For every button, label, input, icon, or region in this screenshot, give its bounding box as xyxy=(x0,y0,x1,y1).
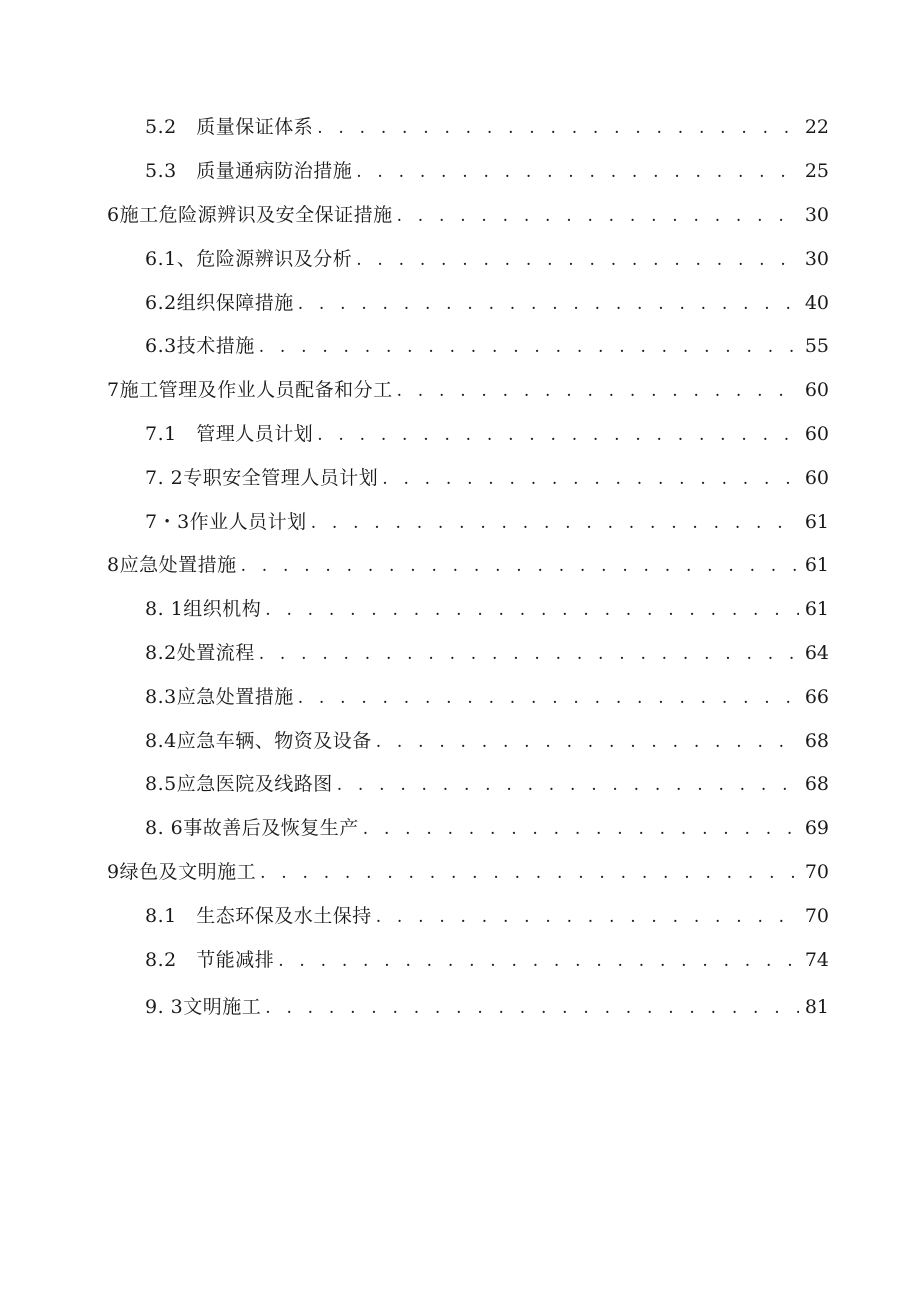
toc-entry-line xyxy=(145,992,829,1019)
table-of-contents xyxy=(0,104,920,1028)
toc-dot-leader xyxy=(376,907,799,927)
toc-entry-title: 7・3作业人员计划 xyxy=(145,510,307,533)
toc-dot-leader xyxy=(278,951,799,971)
toc-entry-title: 8.4应急车辆、物资及设备 xyxy=(145,729,372,752)
toc-entry[interactable] xyxy=(0,104,920,148)
toc-entry-title: 7.1 管理人员计划 xyxy=(145,422,314,445)
toc-dot-leader xyxy=(260,863,799,883)
toc-entry[interactable] xyxy=(0,892,920,936)
toc-entry-page-number: 69 xyxy=(804,817,829,840)
toc-dot-leader xyxy=(265,600,799,620)
toc-entry-page-number: 81 xyxy=(804,996,829,1019)
toc-entry-title: 8.2处置流程 xyxy=(145,641,255,664)
toc-entry-line xyxy=(145,463,829,490)
toc-entry[interactable] xyxy=(0,984,920,1028)
toc-entry[interactable] xyxy=(0,454,920,498)
toc-dot-leader xyxy=(363,819,799,839)
toc-dot-leader xyxy=(356,162,799,182)
toc-entry[interactable] xyxy=(0,805,920,849)
toc-entry-line xyxy=(107,550,829,577)
toc-entry[interactable] xyxy=(0,761,920,805)
toc-entry-page-number: 74 xyxy=(804,948,829,971)
toc-dot-leader xyxy=(397,381,799,401)
toc-entry-line xyxy=(145,507,829,534)
toc-entry-line xyxy=(145,112,829,139)
toc-entry-line xyxy=(145,594,829,621)
toc-entry-page-number: 70 xyxy=(804,904,829,927)
toc-entry[interactable] xyxy=(0,235,920,279)
toc-entry-title: 8. 6事故善后及恢复生产 xyxy=(145,817,359,840)
toc-entry[interactable] xyxy=(0,367,920,411)
toc-entry-page-number: 61 xyxy=(804,510,829,533)
toc-dot-leader xyxy=(265,998,799,1018)
toc-entry-line xyxy=(145,288,829,315)
toc-entry-title: 8应急处置措施 xyxy=(107,554,237,577)
toc-entry-title: 9绿色及文明施工 xyxy=(107,860,257,883)
toc-dot-leader xyxy=(259,644,799,664)
toc-entry-page-number: 68 xyxy=(804,729,829,752)
toc-entry-title: 7施工管理及作业人员配备和分工 xyxy=(107,379,393,402)
toc-entry-line xyxy=(145,945,829,972)
toc-entry-page-number: 64 xyxy=(804,641,829,664)
toc-entry-title: 6施工危险源辨识及安全保证措施 xyxy=(107,203,393,226)
toc-entry-line xyxy=(145,813,829,840)
toc-entry-line xyxy=(145,638,829,665)
toc-entry-line xyxy=(107,200,829,227)
toc-entry[interactable] xyxy=(0,936,920,980)
toc-dot-leader xyxy=(317,118,799,138)
toc-entry-title: 8.3应急处置措施 xyxy=(145,685,294,708)
toc-entry-title: 8. 1组织机构 xyxy=(145,598,262,621)
toc-entry-title: 8.1 生态环保及水土保持 xyxy=(145,904,372,927)
toc-entry-page-number: 70 xyxy=(804,860,829,883)
toc-entry-line xyxy=(107,375,829,402)
toc-dot-leader xyxy=(337,775,799,795)
toc-entry-page-number: 60 xyxy=(804,379,829,402)
toc-entry[interactable] xyxy=(0,849,920,893)
toc-dot-leader xyxy=(382,469,799,489)
toc-entry-line xyxy=(145,244,829,271)
toc-entry-page-number: 60 xyxy=(804,466,829,489)
toc-entry-page-number: 61 xyxy=(804,598,829,621)
toc-entry[interactable] xyxy=(0,279,920,323)
toc-dot-leader xyxy=(311,513,799,533)
toc-entry-line xyxy=(145,769,829,796)
toc-entry[interactable] xyxy=(0,542,920,586)
toc-dot-leader xyxy=(298,688,799,708)
toc-dot-leader xyxy=(376,732,799,752)
toc-entry-page-number: 61 xyxy=(804,554,829,577)
toc-entry[interactable] xyxy=(0,323,920,367)
toc-entry-page-number: 30 xyxy=(804,203,829,226)
toc-entry[interactable] xyxy=(0,717,920,761)
toc-entry-page-number: 25 xyxy=(804,160,829,183)
toc-entry[interactable] xyxy=(0,673,920,717)
toc-entry-page-number: 22 xyxy=(804,116,829,139)
toc-entry-line xyxy=(145,901,829,928)
toc-entry-line xyxy=(145,682,829,709)
toc-entry-page-number: 68 xyxy=(804,773,829,796)
toc-dot-leader xyxy=(298,294,799,314)
toc-entry-page-number: 60 xyxy=(804,422,829,445)
toc-entry-page-number: 30 xyxy=(804,247,829,270)
toc-entry-title: 6.2组织保障措施 xyxy=(145,291,294,314)
toc-entry-page-number: 40 xyxy=(804,291,829,314)
toc-dot-leader xyxy=(259,337,799,357)
toc-dot-leader xyxy=(241,556,799,576)
toc-entry-title: 8.5应急医院及线路图 xyxy=(145,773,333,796)
toc-entry-title: 5.3 质量通病防治措施 xyxy=(145,160,353,183)
toc-entry-title: 7. 2专职安全管理人员计划 xyxy=(145,466,379,489)
toc-entry-title: 6.3技术措施 xyxy=(145,335,255,358)
toc-entry[interactable] xyxy=(0,148,920,192)
toc-entry-page-number: 55 xyxy=(804,335,829,358)
toc-entry-line xyxy=(145,726,829,753)
toc-entry[interactable] xyxy=(0,586,920,630)
toc-entry-title: 9. 3文明施工 xyxy=(145,996,262,1019)
toc-dot-leader xyxy=(317,425,799,445)
toc-entry-line xyxy=(145,156,829,183)
toc-entry[interactable] xyxy=(0,630,920,674)
toc-entry-title: 8.2 节能减排 xyxy=(145,948,275,971)
toc-entry-line xyxy=(107,857,829,884)
toc-dot-leader xyxy=(356,250,799,270)
toc-entry-line xyxy=(145,331,829,358)
toc-entry-line xyxy=(145,419,829,446)
toc-dot-leader xyxy=(397,206,799,226)
toc-entry[interactable] xyxy=(0,192,920,236)
toc-entry-title: 6.1、危险源辨识及分析 xyxy=(145,247,353,270)
toc-entry[interactable] xyxy=(0,498,920,542)
toc-entry-title: 5.2 质量保证体系 xyxy=(145,116,314,139)
toc-entry-page-number: 66 xyxy=(804,685,829,708)
toc-entry[interactable] xyxy=(0,411,920,455)
